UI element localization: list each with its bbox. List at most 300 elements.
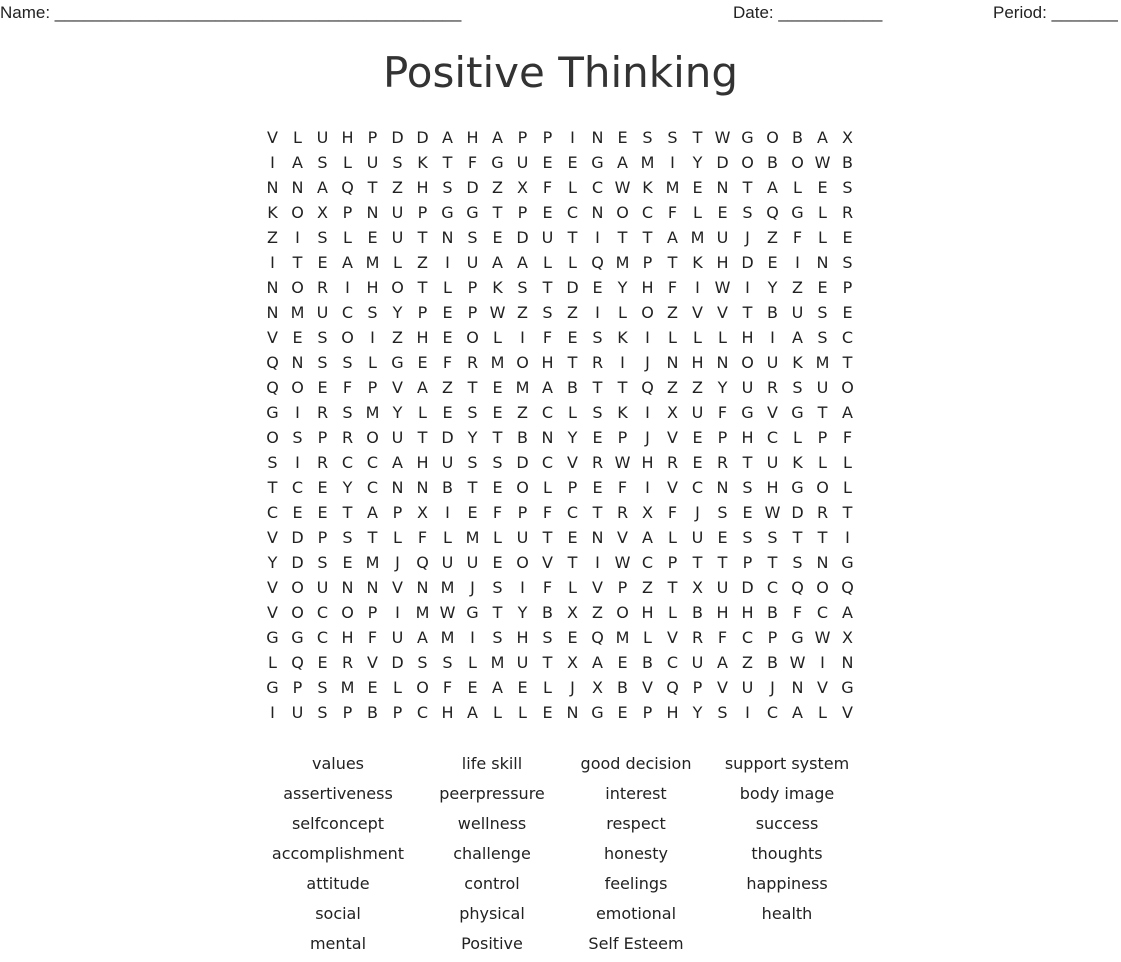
- grid-letter: A: [642, 528, 653, 547]
- grid-letter: S: [592, 328, 603, 347]
- grid-letter: C: [366, 478, 379, 497]
- grid-letter: U: [391, 228, 404, 247]
- grid-letter: W: [814, 628, 831, 647]
- grid-letter: A: [817, 128, 828, 147]
- grid-letter: T: [617, 378, 628, 397]
- grid-letter: M: [640, 153, 655, 172]
- grid-letter: S: [317, 678, 328, 697]
- grid-letter: L: [793, 178, 802, 197]
- grid-letter: D: [791, 503, 804, 522]
- grid-letter: V: [617, 528, 628, 547]
- grid-letter: X: [642, 503, 653, 522]
- grid-letter: S: [292, 428, 303, 447]
- grid-letter: G: [291, 628, 304, 647]
- grid-letter: Z: [667, 303, 678, 322]
- grid-letter: G: [266, 678, 279, 697]
- grid-letter: G: [791, 478, 804, 497]
- grid-letter: L: [543, 478, 552, 497]
- grid-letter: S: [392, 153, 403, 172]
- grid-letter: G: [841, 553, 854, 572]
- grid-letter: A: [667, 228, 678, 247]
- grid-letter: X: [517, 178, 528, 197]
- grid-letter: E: [542, 703, 553, 722]
- grid-letter: O: [616, 603, 629, 622]
- grid-letter: A: [542, 378, 553, 397]
- grid-letter: O: [641, 303, 654, 322]
- grid-row: [260, 425, 860, 450]
- grid-letter: E: [442, 403, 453, 422]
- grid-letter: I: [745, 278, 750, 297]
- grid-letter: Q: [291, 653, 304, 672]
- grid-letter: C: [766, 428, 779, 447]
- grid-letter: I: [645, 328, 650, 347]
- word-bank-row: [260, 872, 860, 902]
- grid-letter: T: [467, 478, 478, 497]
- grid-letter: A: [592, 653, 603, 672]
- grid-letter: D: [416, 128, 429, 147]
- grid-letter: H: [416, 453, 429, 472]
- grid-letter: U: [691, 528, 704, 547]
- grid-letter: B: [567, 378, 578, 397]
- grid-letter: O: [391, 278, 404, 297]
- grid-letter: O: [291, 203, 304, 222]
- grid-letter: J: [745, 228, 750, 247]
- grid-letter: Y: [617, 278, 628, 297]
- grid-letter: Q: [591, 628, 604, 647]
- grid-letter: A: [417, 628, 428, 647]
- grid-letter: L: [443, 528, 452, 547]
- grid-letter: A: [717, 653, 728, 672]
- grid-letter: Q: [591, 253, 604, 272]
- grid-letter: F: [492, 503, 503, 522]
- grid-letter: L: [568, 253, 577, 272]
- grid-letter: Z: [592, 603, 603, 622]
- grid-row: [260, 175, 860, 200]
- grid-letter: N: [291, 178, 304, 197]
- grid-letter: F: [717, 403, 728, 422]
- grid-letter: U: [516, 653, 529, 672]
- grid-letter: S: [317, 553, 328, 572]
- grid-row: [260, 475, 860, 500]
- grid-letter: M: [415, 603, 430, 622]
- grid-letter: T: [542, 653, 553, 672]
- grid-letter: C: [741, 628, 754, 647]
- grid-letter: Y: [692, 703, 703, 722]
- grid-letter: T: [617, 228, 628, 247]
- grid-letter: B: [767, 303, 778, 322]
- grid-letter: U: [691, 653, 704, 672]
- grid-letter: O: [291, 378, 304, 397]
- grid-letter: I: [695, 278, 700, 297]
- grid-letter: E: [292, 328, 303, 347]
- grid-letter: C: [841, 328, 854, 347]
- grid-letter: S: [642, 128, 653, 147]
- grid-letter: F: [542, 503, 553, 522]
- grid-letter: O: [341, 603, 354, 622]
- grid-letter: A: [492, 128, 503, 147]
- grid-letter: T: [567, 353, 578, 372]
- grid-letter: M: [290, 303, 305, 322]
- grid-letter: W: [714, 278, 731, 297]
- grid-letter: P: [417, 303, 428, 322]
- grid-letter: D: [391, 653, 404, 672]
- word-bank-row: [260, 752, 860, 782]
- grid-letter: S: [842, 178, 853, 197]
- grid-letter: A: [467, 703, 478, 722]
- grid-letter: S: [317, 228, 328, 247]
- grid-letter: B: [367, 703, 378, 722]
- grid-letter: M: [690, 228, 705, 247]
- grid-letter: R: [616, 503, 629, 522]
- grid-letter: T: [492, 203, 503, 222]
- grid-row: [260, 350, 860, 375]
- grid-letter: O: [516, 553, 529, 572]
- grid-letter: T: [442, 153, 453, 172]
- grid-letter: U: [466, 253, 479, 272]
- grid-letter: B: [617, 678, 628, 697]
- grid-letter: L: [668, 603, 677, 622]
- word-bank-item: happiness: [746, 874, 828, 893]
- grid-letter: R: [841, 203, 854, 222]
- grid-letter: J: [770, 678, 775, 697]
- grid-letter: H: [641, 603, 654, 622]
- grid-letter: Q: [416, 553, 429, 572]
- grid-letter: T: [367, 528, 378, 547]
- grid-letter: V: [267, 603, 278, 622]
- grid-letter: L: [393, 253, 402, 272]
- grid-letter: U: [791, 303, 804, 322]
- grid-row: [260, 125, 860, 150]
- grid-letter: N: [291, 353, 304, 372]
- grid-letter: R: [316, 278, 329, 297]
- grid-letter: H: [541, 353, 554, 372]
- grid-letter: K: [642, 178, 653, 197]
- grid-letter: C: [691, 478, 704, 497]
- grid-letter: H: [741, 328, 754, 347]
- grid-row: [260, 600, 860, 625]
- grid-letter: Z: [442, 378, 453, 397]
- grid-letter: M: [615, 628, 630, 647]
- grid-letter: Z: [417, 253, 428, 272]
- grid-letter: J: [645, 428, 650, 447]
- grid-letter: C: [341, 453, 354, 472]
- grid-letter: V: [542, 553, 553, 572]
- grid-letter: E: [617, 703, 628, 722]
- grid-letter: V: [267, 128, 278, 147]
- grid-letter: T: [817, 403, 828, 422]
- grid-letter: R: [316, 403, 329, 422]
- grid-letter: L: [843, 478, 852, 497]
- grid-letter: I: [445, 253, 450, 272]
- grid-letter: Y: [717, 378, 728, 397]
- grid-letter: H: [341, 628, 354, 647]
- grid-letter: S: [417, 653, 428, 672]
- grid-letter: Y: [392, 303, 403, 322]
- grid-letter: E: [592, 278, 603, 297]
- grid-letter: C: [816, 603, 829, 622]
- grid-row: [260, 525, 860, 550]
- grid-letter: E: [692, 178, 703, 197]
- grid-letter: A: [292, 153, 303, 172]
- grid-letter: G: [491, 153, 504, 172]
- grid-letter: I: [595, 303, 600, 322]
- grid-letter: Y: [342, 478, 353, 497]
- grid-letter: K: [692, 253, 703, 272]
- grid-letter: M: [615, 253, 630, 272]
- word-bank-item: peerpressure: [439, 784, 545, 803]
- grid-letter: S: [792, 378, 803, 397]
- word-bank-item: challenge: [453, 844, 531, 863]
- grid-letter: E: [492, 478, 503, 497]
- grid-letter: P: [317, 528, 328, 547]
- grid-letter: P: [567, 478, 578, 497]
- grid-letter: R: [341, 653, 354, 672]
- grid-letter: T: [417, 428, 428, 447]
- grid-letter: W: [764, 503, 781, 522]
- grid-letter: L: [668, 328, 677, 347]
- grid-letter: K: [267, 203, 278, 222]
- grid-letter: L: [268, 653, 277, 672]
- grid-letter: H: [516, 628, 529, 647]
- grid-letter: B: [517, 428, 528, 447]
- grid-letter: G: [791, 203, 804, 222]
- grid-letter: A: [792, 328, 803, 347]
- grid-letter: E: [492, 378, 503, 397]
- grid-letter: X: [317, 203, 328, 222]
- grid-letter: D: [716, 153, 729, 172]
- grid-letter: D: [566, 278, 579, 297]
- grid-letter: Z: [567, 303, 578, 322]
- grid-letter: Z: [692, 378, 703, 397]
- grid-letter: S: [467, 453, 478, 472]
- grid-letter: H: [716, 253, 729, 272]
- grid-letter: Z: [792, 278, 803, 297]
- grid-letter: L: [718, 328, 727, 347]
- word-bank-item: selfconcept: [291, 814, 385, 833]
- grid-letter: Q: [641, 378, 654, 397]
- grid-letter: T: [742, 303, 753, 322]
- grid-letter: I: [620, 353, 625, 372]
- grid-letter: E: [692, 428, 703, 447]
- grid-letter: S: [542, 628, 553, 647]
- grid-letter: V: [567, 453, 578, 472]
- grid-letter: H: [666, 703, 679, 722]
- grid-letter: F: [542, 578, 553, 597]
- grid-letter: O: [341, 328, 354, 347]
- grid-row: [260, 500, 860, 525]
- grid-letter: V: [667, 478, 678, 497]
- grid-letter: B: [767, 653, 778, 672]
- grid-letter: A: [492, 253, 503, 272]
- grid-letter: N: [666, 353, 679, 372]
- grid-letter: E: [367, 228, 378, 247]
- grid-letter: S: [717, 503, 728, 522]
- grid-letter: F: [442, 678, 453, 697]
- grid-letter: C: [641, 203, 654, 222]
- grid-letter: O: [516, 478, 529, 497]
- word-bank-row: [260, 842, 860, 872]
- grid-letter: V: [717, 678, 728, 697]
- word-bank-item: emotional: [595, 904, 677, 923]
- grid-letter: V: [817, 678, 828, 697]
- grid-letter: A: [367, 503, 378, 522]
- grid-letter: C: [366, 453, 379, 472]
- name-line: Name: ___________________________________________: [0, 3, 462, 22]
- grid-letter: T: [592, 503, 603, 522]
- word-bank-item: wellness: [457, 814, 527, 833]
- grid-letter: L: [368, 353, 377, 372]
- grid-letter: V: [392, 378, 403, 397]
- grid-letter: U: [316, 578, 329, 597]
- grid-letter: E: [442, 303, 453, 322]
- grid-letter: T: [592, 378, 603, 397]
- grid-letter: J: [570, 678, 575, 697]
- grid-letter: X: [692, 578, 703, 597]
- grid-letter: H: [766, 478, 779, 497]
- grid-letter: A: [492, 678, 503, 697]
- grid-letter: E: [567, 528, 578, 547]
- grid-letter: L: [818, 228, 827, 247]
- grid-letter: A: [392, 453, 403, 472]
- grid-letter: T: [742, 453, 753, 472]
- grid-letter: H: [641, 453, 654, 472]
- grid-letter: N: [541, 428, 554, 447]
- grid-letter: O: [291, 578, 304, 597]
- grid-letter: D: [516, 228, 529, 247]
- grid-letter: Y: [692, 153, 703, 172]
- word-bank-item: attitude: [306, 874, 370, 893]
- grid-letter: F: [617, 478, 628, 497]
- grid-letter: C: [266, 503, 279, 522]
- grid-letter: E: [417, 353, 428, 372]
- grid-row: [260, 225, 860, 250]
- grid-letter: S: [817, 328, 828, 347]
- grid-letter: I: [595, 553, 600, 572]
- grid-letter: F: [467, 153, 478, 172]
- grid-letter: J: [645, 353, 650, 372]
- grid-letter: I: [745, 703, 750, 722]
- grid-letter: N: [366, 203, 379, 222]
- grid-row: [260, 375, 860, 400]
- grid-letter: D: [291, 553, 304, 572]
- grid-letter: E: [467, 503, 478, 522]
- grid-row: [260, 250, 860, 275]
- grid-letter: P: [617, 578, 628, 597]
- grid-letter: I: [595, 228, 600, 247]
- grid-letter: L: [393, 678, 402, 697]
- grid-letter: L: [668, 528, 677, 547]
- grid-letter: O: [266, 428, 279, 447]
- grid-letter: V: [717, 303, 728, 322]
- grid-letter: L: [343, 153, 352, 172]
- word-bank-item: body image: [739, 784, 835, 803]
- grid-letter: O: [466, 328, 479, 347]
- grid-letter: P: [342, 203, 353, 222]
- grid-letter: S: [717, 703, 728, 722]
- grid-letter: I: [570, 128, 575, 147]
- grid-letter: U: [391, 203, 404, 222]
- grid-letter: E: [717, 203, 728, 222]
- grid-letter: N: [591, 203, 604, 222]
- grid-letter: G: [841, 678, 854, 697]
- grid-letter: X: [567, 603, 578, 622]
- grid-letter: T: [267, 478, 278, 497]
- grid-letter: V: [767, 403, 778, 422]
- grid-letter: E: [592, 478, 603, 497]
- grid-letter: K: [417, 153, 428, 172]
- grid-letter: P: [392, 503, 403, 522]
- grid-letter: G: [466, 203, 479, 222]
- grid-letter: U: [391, 628, 404, 647]
- grid-letter: K: [792, 353, 803, 372]
- grid-letter: L: [493, 528, 502, 547]
- grid-letter: E: [492, 553, 503, 572]
- word-bank-item: values: [311, 754, 365, 773]
- grid-letter: E: [567, 328, 578, 347]
- grid-letter: Z: [517, 403, 528, 422]
- grid-letter: B: [442, 478, 453, 497]
- word-bank-item: mental: [309, 934, 367, 953]
- grid-letter: L: [393, 528, 402, 547]
- grid-letter: N: [341, 578, 354, 597]
- grid-letter: M: [365, 553, 380, 572]
- grid-letter: B: [842, 153, 853, 172]
- grid-letter: T: [667, 253, 678, 272]
- grid-letter: H: [416, 178, 429, 197]
- grid-letter: Q: [791, 578, 804, 597]
- grid-letter: R: [816, 503, 829, 522]
- word-bank-row: [260, 782, 860, 812]
- grid-letter: O: [816, 578, 829, 597]
- grid-letter: P: [517, 203, 528, 222]
- grid-letter: E: [817, 178, 828, 197]
- grid-letter: Z: [392, 328, 403, 347]
- grid-letter: C: [641, 553, 654, 572]
- grid-letter: T: [667, 578, 678, 597]
- grid-letter: A: [842, 603, 853, 622]
- grid-row: [260, 275, 860, 300]
- grid-letter: S: [342, 353, 353, 372]
- grid-letter: N: [716, 178, 729, 197]
- grid-letter: H: [416, 328, 429, 347]
- grid-letter: E: [592, 428, 603, 447]
- grid-letter: C: [766, 703, 779, 722]
- grid-letter: L: [818, 703, 827, 722]
- grid-letter: T: [417, 228, 428, 247]
- grid-letter: P: [767, 628, 778, 647]
- grid-letter: V: [692, 303, 703, 322]
- grid-letter: H: [691, 353, 704, 372]
- grid-letter: T: [417, 278, 428, 297]
- grid-letter: H: [441, 703, 454, 722]
- grid-letter: N: [841, 653, 854, 672]
- grid-letter: U: [716, 228, 729, 247]
- grid-letter: L: [493, 328, 502, 347]
- grid-letter: B: [692, 603, 703, 622]
- grid-letter: Y: [392, 403, 403, 422]
- grid-letter: E: [442, 328, 453, 347]
- grid-letter: U: [466, 553, 479, 572]
- grid-letter: E: [842, 228, 853, 247]
- word-bank-row: [260, 902, 860, 932]
- grid-letter: E: [492, 228, 503, 247]
- grid-letter: T: [467, 378, 478, 397]
- grid-letter: F: [842, 428, 853, 447]
- grid-row: [260, 300, 860, 325]
- grid-letter: U: [541, 228, 554, 247]
- grid-letter: G: [791, 628, 804, 647]
- grid-letter: U: [441, 453, 454, 472]
